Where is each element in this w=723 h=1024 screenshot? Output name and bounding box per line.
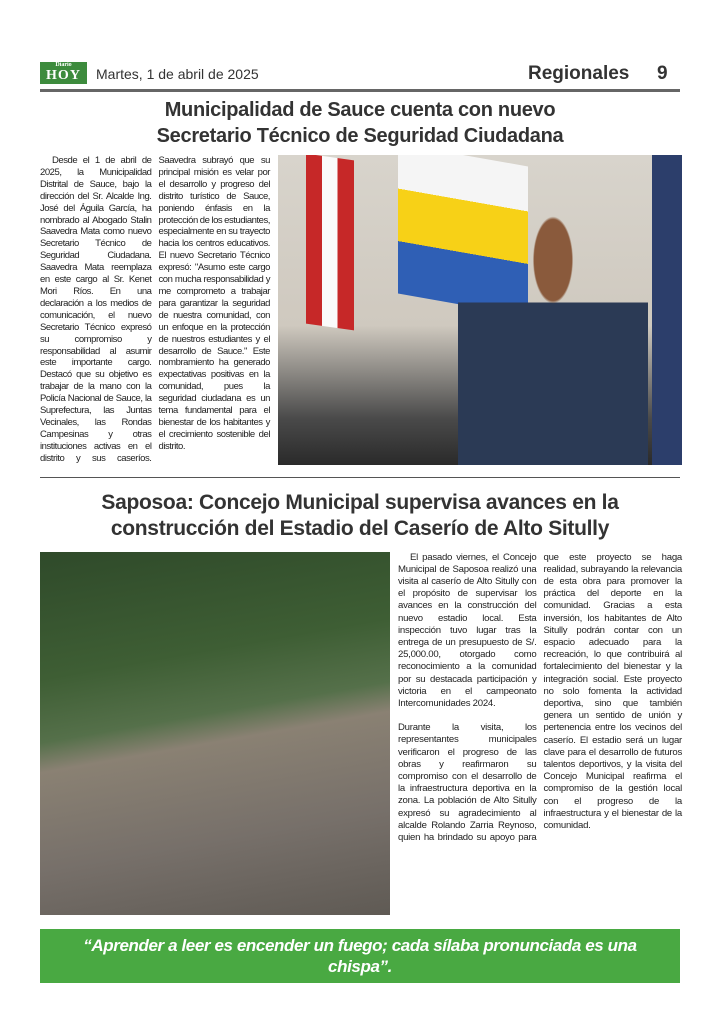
paragraph: Durante la visita, los representantes municipales verificaron el progreso de las obras y reafirmaron su compromiso con el desarrollo de la infraestructura deportiva en la zona. La población de Alto Sitully expresó su agradecimiento al alcalde Rolando Zarria Reynoso, quien ha brindado su apoyo para que este proyecto se haga realidad, subrayando la relevancia de esta obra para promover la práctica del deporte en la comunidad. Gracias a esta inversión, los habitantes de Alto Sitully podrán contar con un espacio adecuado para la recreación, lo que contribuirá al fortalecimiento del bienestar y la integración social. Este proyecto no solo fomenta la actividad deportiva, sino que también genera un sentido de unión y pertenencia entre los vecinos del caserío. El estadio será un lugar clave para el desarrollo de futuros talentos deportivos, y la visita del Concejo Municipal reafirma el compromiso de la gestión local con el progreso de la infraestructura y el bienestar de la comunidad. xyxy=(398,551,682,844)
article2-aerial-photo xyxy=(40,552,390,915)
article2-row xyxy=(40,552,682,915)
header-rule xyxy=(40,89,680,92)
quote-text: “Aprender a leer es encender un fuego; cada sílaba pronunciada es una chispa”. xyxy=(83,935,637,976)
article2-body xyxy=(398,552,682,915)
page-content xyxy=(40,97,682,983)
article1-headline xyxy=(40,97,680,149)
headline-line: construcción del Estadio del Caserío de Alto Sitully xyxy=(110,516,610,540)
paragraph: Desde el 1 de abril de 2025, la Municipalidad Distrital de Sauce, bajo la dirección del Sr. Alcalde Ing. José del Águila García, ha nombrado al Abogado Stalin Saavedra Mata como nuevo Secretario Técnico de Seguridad Ciudadana. Saavedra Mata reemplaza en este cargo al Sr. Kenet Mori Ríos. En una declaración a los medios de comunicación, el nuevo Secretario Técnico expresó su compromiso y responsabilidad al asumir este importante cargo. Destacó que su objetivo es trabajar de la mano con la Policía Nacional de Sauce, la Suprefectura, las Juntas Vecinales, las Rondas Campesinas y otras instituciones activas en el distrito y sus caseríos. Saavedra subrayó que su principal misión es velar por el desarrollo y progreso del distrito turístico de Sauce, poniendo énfasis en la protección de los estudiantes, especialmente en su trayecto hacia los centros educativos. El nuevo Secretario Técnico expresó: "Asumo este cargo con mucha responsabilidad y me comprometo a trabajar para garantizar la seguridad de nuestra comunidad, con un enfoque en la protección de nuestros estudiantes y el desarrollo de Sauce." Este nombramiento ha generado expectativas positivas en la comunidad, pues la seguridad ciudadana es un tema fundamental para el bienestar de los habitantes y el crecimiento sostenible del distrito. xyxy=(40,155,270,464)
headline-line: Secretario Técnico de Seguridad Ciudadana xyxy=(156,125,564,147)
background-screen xyxy=(652,155,682,465)
article1-row xyxy=(40,155,682,465)
issue-date: Martes, 1 de abril de 2025 xyxy=(96,66,259,82)
peru-flag xyxy=(306,155,354,330)
page-number: 9 xyxy=(657,63,668,84)
article-divider xyxy=(40,477,680,478)
article2-headline xyxy=(40,490,680,542)
article1-body xyxy=(40,155,270,465)
official-portrait xyxy=(458,215,648,465)
paragraph: El pasado viernes, el Concejo Municipal de Saposoa realizó una visita al caserío de Alto Sitully con el propósito de supervisar los avances en la construcción del nuevo estadio local. Esta inspección tuvo lugar tras la entrega de un presupuesto de S/. 25,000.00, otorgado como reconocimiento a la comunidad por su destacada participación y victoria en el campeonato Intercomunidades 2024. xyxy=(398,551,537,709)
newspaper-logo xyxy=(40,62,87,84)
headline-line: Saposoa: Concejo Municipal supervisa avances en la xyxy=(101,490,619,514)
section-name: Regionales xyxy=(528,63,630,84)
logo-text: HOY xyxy=(46,68,81,83)
headline-line: Municipalidad de Sauce cuenta con nuevo xyxy=(164,99,556,121)
article1-photo xyxy=(278,155,682,465)
logo-small-text: Diario xyxy=(55,62,72,68)
quote-banner xyxy=(40,929,680,983)
